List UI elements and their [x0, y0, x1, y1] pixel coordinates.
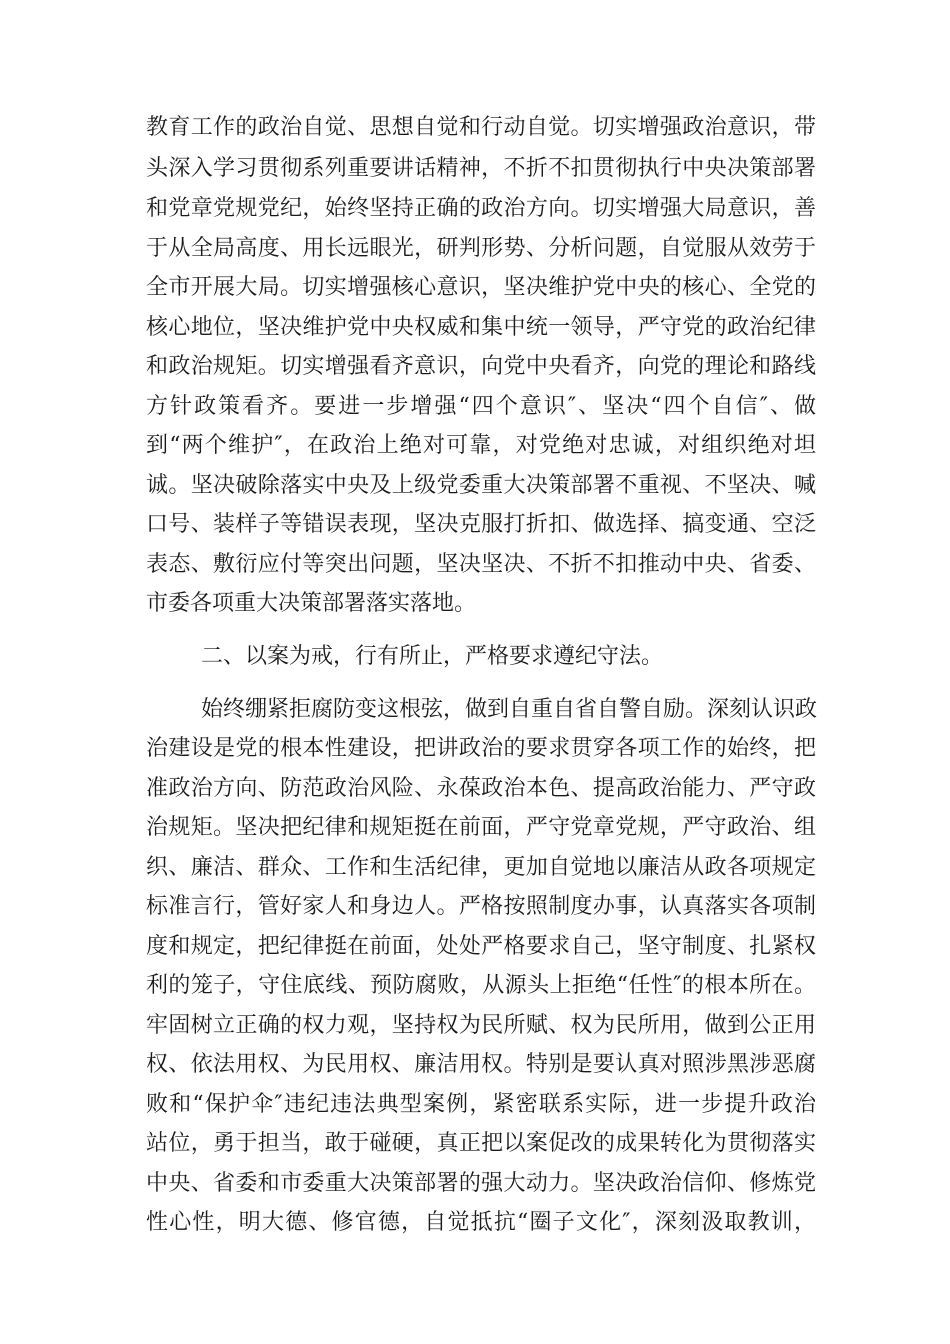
paragraph-2-line-10: 权、依法用权、为民用权、廉洁用权。特别是要认真对照涉黑涉恶腐: [146, 1052, 816, 1077]
paragraph-1-line-11: 口号、装样子等错误表现，坚决克服打折扣、做选择、搞变通、空泛: [146, 512, 816, 537]
paragraph-1-line-2: 头深入学习贯彻系列重要讲话精神，不折不扣贯彻执行中央决策部署: [146, 156, 816, 181]
paragraph-1-line-9: 到“两个维护″，在政治上绝对可靠，对党绝对忠诚，对组织绝对坦: [146, 433, 816, 458]
section-heading-2: 二、以案为戒，行有所止，严格要求遵纪守法。: [201, 644, 664, 669]
paragraph-2-line-5: 织、廉洁、群众、工作和生活纪律，更加自觉地以廉洁从政各项规定: [146, 855, 816, 880]
paragraph-1-line-5: 全市开展大局。切实增强核心意识，坚决维护党中央的核心、全党的: [146, 275, 816, 300]
paragraph-2-line-2: 治建设是党的根本性建设，把讲政治的要求贯穿各项工作的始终，把: [146, 736, 816, 761]
paragraph-1-line-7: 和政治规矩。切实增强看齐意识，向党中央看齐，向党的理论和路线: [146, 354, 816, 379]
paragraph-2-line-13: 中央、省委和市委重大决策部署的强大动力。坚决政治信仰、修炼党: [146, 1171, 816, 1196]
paragraph-1-line-8: 方针政策看齐。要进一步增强“四个意识″、坚决“四个自信″、做: [146, 394, 816, 419]
paragraph-2-line-4: 治规矩。坚决把纪律和规矩挺在前面，严守党章党规，严守政治、组: [146, 815, 816, 840]
paragraph-2-line-1: 始终绷紧拒腐防变这根弦，做到自重自省自警自励。深刻认识政: [201, 697, 818, 722]
paragraph-1-line-10: 诚。坚决破除落实中央及上级党委重大决策部署不重视、不坚决、喊: [146, 473, 816, 498]
paragraph-2-line-3: 准政治方向、防范政治风险、永葆政治本色、提高政治能力、严守政: [146, 776, 816, 801]
paragraph-1-line-1: 教育工作的政治自觉、思想自觉和行动自觉。切实增强政治意识，带: [146, 115, 816, 140]
paragraph-2-line-6: 标准言行，管好家人和身边人。严格按照制度办事，认真落实各项制: [146, 894, 816, 919]
paragraph-2-line-8: 利的笼子，守住底线、预防腐败，从源头上拒绝“任性″的根本所在。: [146, 973, 816, 998]
paragraph-2-line-7: 度和规定，把纪律挺在前面，处处严格要求自己，坚守制度、扎紧权: [146, 934, 816, 959]
paragraph-1-line-6: 核心地位，坚决维护党中央权威和集中统一领导，严守党的政治纪律: [146, 315, 816, 340]
paragraph-2-line-12: 站位，勇于担当，敢于碰硬，真正把以案促改的成果转化为贯彻落实: [146, 1131, 816, 1156]
paragraph-1-line-4: 于从全局高度、用长远眼光，研判形势、分析问题，自觉服从效劳于: [146, 236, 816, 261]
paragraph-2-line-11: 败和“保护伞″违纪违法典型案例，紧密联系实际，进一步提升政治: [146, 1092, 816, 1117]
paragraph-1-line-3: 和党章党规党纪，始终坚持正确的政治方向。切实增强大局意识，善: [146, 196, 816, 221]
paragraph-2-line-14: 性心性，明大德、修官德，自觉抵抗“圈子文化″，深刻汲取教训，: [146, 1210, 816, 1235]
paragraph-2-line-9: 牢固树立正确的权力观，坚持权为民所赋、权为民所用，做到公正用: [146, 1013, 816, 1038]
paragraph-1-line-13: 市委各项重大决策部署落实落地。: [146, 591, 477, 616]
paragraph-1-line-12: 表态、敷衍应付等突出问题，坚决坚决、不折不扣推动中央、省委、: [146, 552, 816, 577]
